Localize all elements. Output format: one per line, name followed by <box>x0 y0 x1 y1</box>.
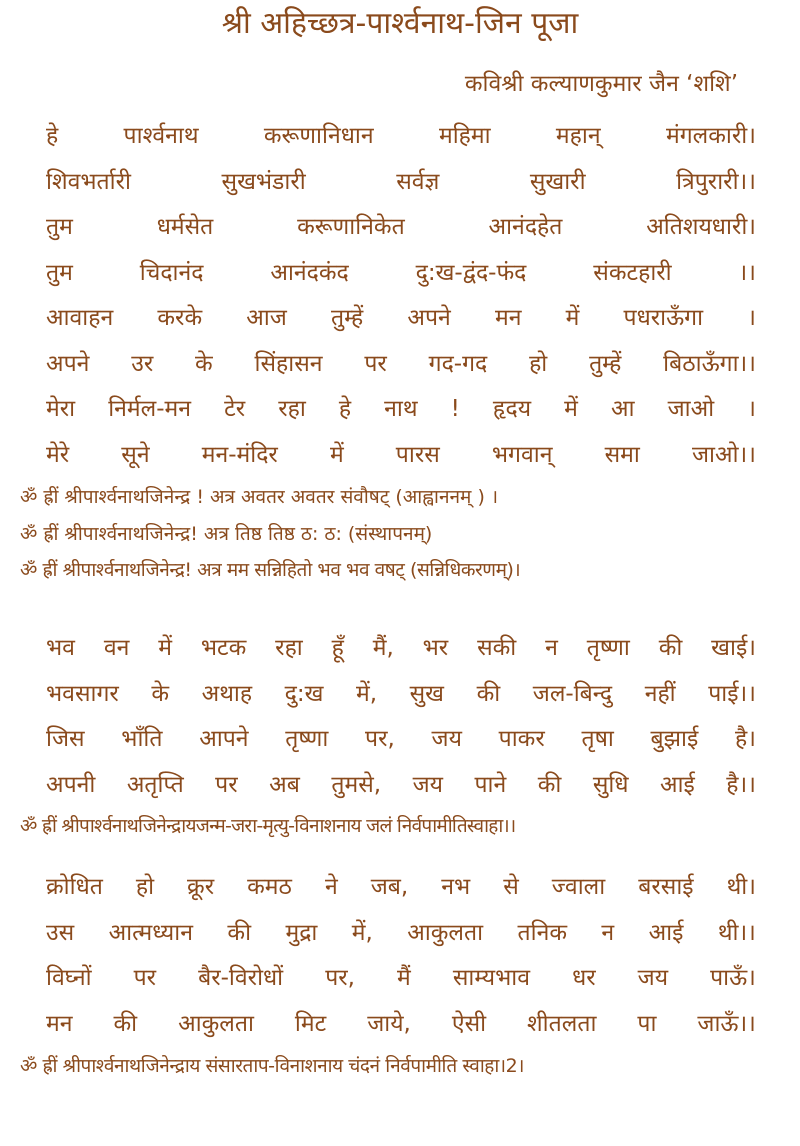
verse-word: ने <box>324 874 338 900</box>
verse-word: हे <box>46 123 59 149</box>
mantra-line: ॐ ह्रीं श्रीपार्श्वनाथजिनेन्द्र ! अत्र अवतर अवतर संवौषट् (आह्वाननम् ) । <box>20 486 499 508</box>
verse-word: जिस <box>46 726 85 752</box>
verse-word: न <box>601 919 615 946</box>
verse-word: पर <box>215 771 238 798</box>
verse-word: से <box>503 874 519 900</box>
verse-word: की <box>537 771 562 798</box>
mantra-line: ॐ ह्रीं श्रीपार्श्वनाथजिनेन्द्र! अत्र तिष्ठ तिष्ठ ठ: ठ: (संस्थापनम्) <box>20 522 433 545</box>
verse-word: अपने <box>46 350 90 377</box>
verse-word: अपनी <box>46 771 96 798</box>
verse-word: तुम्हें <box>330 305 364 331</box>
verse-word: नाथ <box>384 396 418 422</box>
verse-word: जाये, <box>367 1010 411 1037</box>
verse-word: सूने <box>121 441 150 468</box>
verse-word: तृष्णा <box>586 635 630 661</box>
verse-word: तुम <box>46 259 73 286</box>
verse-word: त्रिपुरारी।। <box>676 168 756 195</box>
verse-word: जाऊँ।। <box>697 1010 756 1037</box>
verse-word: बिठाऊँगा।। <box>663 350 756 377</box>
verse-word: पाई।। <box>708 680 756 707</box>
verse-word: रहा <box>278 396 306 422</box>
verse-word: की <box>658 635 683 661</box>
verse-word: दु:ख-द्वंद-फंद <box>415 259 527 286</box>
verse-word: जय <box>637 965 669 991</box>
verse-word: पाने <box>474 771 507 798</box>
verse-word: की <box>227 919 252 946</box>
verse-word: दु:ख <box>284 680 324 707</box>
verse-word: अथाह <box>201 680 253 707</box>
verse-word: आपने <box>199 726 249 752</box>
verse-line <box>46 672 756 718</box>
verse-word: भगवान् <box>491 441 553 468</box>
verse-word: मेरे <box>46 441 70 468</box>
mantra-line: ॐ ह्रीं श्रीपार्श्वनाथजिनेन्द्र! अत्र मम सन्निहितो भव भव वषट् (सन्निधिकरणम्)। <box>20 559 521 581</box>
verse-line <box>46 1002 756 1048</box>
verse-line <box>46 205 756 251</box>
verse-word: आ <box>611 396 635 422</box>
verse-line <box>46 763 756 809</box>
verse-word: जाओ।। <box>691 441 756 468</box>
verse-word: आकुलता <box>407 919 484 946</box>
verse-word: आज <box>246 305 287 331</box>
verse-word: करूणानिधान <box>263 123 374 149</box>
verse-word: पा <box>637 1010 657 1037</box>
verse-word: नहीं <box>644 680 676 707</box>
verse-word: उस <box>46 919 75 946</box>
verse-word: जब, <box>370 874 409 900</box>
verse-word: पार्श्वनाथ <box>123 123 199 149</box>
verse-word: पर, <box>325 965 355 991</box>
verse-word: खाई। <box>711 635 756 661</box>
verse-word: बैर-विरोधों <box>198 965 284 991</box>
verse-line <box>46 717 756 763</box>
verse-word: भाँति <box>121 726 163 752</box>
verse-word: हृदय <box>492 396 532 422</box>
verse-word: बुझाई <box>650 726 699 752</box>
verse-word: मन-मंदिर <box>201 441 278 468</box>
verse-word: पर, <box>365 726 395 752</box>
verse-word: आई <box>648 919 684 946</box>
verse-word: साम्यभाव <box>452 965 531 991</box>
verse-word: संकटहारी <box>593 259 672 286</box>
mantra-block-jal <box>20 808 790 845</box>
verse-word: की <box>476 680 501 707</box>
verse-word: मैं, <box>372 635 394 661</box>
verse-line <box>46 433 756 479</box>
verse-word: बरसाई <box>638 874 694 900</box>
mantra-chandan: ॐ ह्रीं श्रीपार्श्वनाथजिनेन्द्राय संसारताप-विनाशनाय चंदनं निर्वपामीति स्वाहा।2। <box>20 1055 525 1077</box>
mantra-block-invocation <box>20 479 790 589</box>
verse-word: आई <box>659 771 695 798</box>
verse-word: धर <box>572 965 596 991</box>
verse-word: सकी <box>477 635 517 661</box>
author-credit: कविश्री कल्याणकुमार जैन ‘शशि’ <box>464 71 738 97</box>
verse-word: मिट <box>294 1010 327 1037</box>
verse-word: करूणानिकेत <box>297 214 405 240</box>
verse-word: की <box>113 1010 138 1037</box>
verse-word: जाओ <box>667 396 715 422</box>
verse-word: धर्मसेत <box>156 214 214 240</box>
verse-word: क्रूर <box>187 874 215 900</box>
verse-word: आनंदहेत <box>488 214 563 240</box>
verse-word: जय <box>431 726 462 752</box>
verse-word: मन <box>46 1010 73 1037</box>
verse-word: में <box>158 635 173 661</box>
verse-word: अब <box>269 771 300 798</box>
verse-word: हो <box>135 874 155 900</box>
verse-word: हूँ <box>331 635 344 661</box>
verse-line <box>46 865 756 911</box>
verse-word: तृष्णा <box>285 726 329 752</box>
verse-word: सुख <box>409 680 444 707</box>
verse-line <box>46 626 756 672</box>
verse-word: में <box>565 305 580 331</box>
verse-word: तनिक <box>517 919 568 946</box>
mantra-jal: ॐ ह्रीं श्रीपार्श्वनाथजिनेन्द्रायजन्म-जरा-मृत्यु-विनाशनाय जलं निर्वपामीतिस्वाहा।। <box>20 815 516 837</box>
verse-word: जय <box>412 771 443 798</box>
verse-word: रहा <box>275 635 303 661</box>
verse-word: महान् <box>555 123 601 149</box>
verse-word: शिवभर्तारी <box>46 168 131 195</box>
verse-word: में, <box>355 680 378 707</box>
verse-word: पर <box>364 350 387 377</box>
verse-line <box>46 911 756 957</box>
verse-word: क्रोधित <box>46 874 103 900</box>
verse-word: मेरा <box>46 396 76 422</box>
verse-word: पाऊँ। <box>710 965 756 991</box>
verse-line <box>46 342 756 388</box>
verse-word: हे <box>338 396 352 422</box>
verse-word: अपने <box>407 305 451 331</box>
verse-word: मुद्रा <box>285 919 318 946</box>
verse-word: निर्मल-मन <box>108 396 192 422</box>
verse-word: थी।। <box>717 919 756 946</box>
verse-word: सुखारी <box>529 168 586 195</box>
verse-word: कमठ <box>247 874 292 900</box>
verse-line <box>46 160 756 206</box>
verse-word: भव <box>46 635 75 661</box>
verse-word: महिमा <box>438 123 491 149</box>
verse-word: सिंहासन <box>254 350 323 377</box>
verse-word: सर्वज्ञ <box>396 168 440 195</box>
verse-word: शीतलता <box>527 1010 597 1037</box>
verse-word: आकुलता <box>178 1010 254 1037</box>
verse-word: पाकर <box>498 726 545 752</box>
verse-word: के <box>195 350 213 377</box>
verse-word: के <box>151 680 170 707</box>
verse-word: नभ <box>441 874 471 900</box>
verse-word: ! <box>450 396 460 422</box>
verse-word: गद-गद <box>428 350 488 377</box>
verse-word: में, <box>351 919 373 946</box>
mantra-block-chandan <box>20 1048 790 1085</box>
verse-line <box>46 251 756 297</box>
verse-3-chandan <box>46 865 756 1047</box>
verse-word: अतृप्ति <box>126 771 184 798</box>
verse-word: आवाहन <box>46 305 114 331</box>
verse-word: मैं <box>397 965 411 991</box>
verse-word: अतिशयधारी। <box>646 214 756 240</box>
verse-word: ऐसी <box>451 1010 487 1037</box>
verse-word: न <box>545 635 558 661</box>
verse-word: वन <box>103 635 130 661</box>
verse-word: तुम्हें <box>589 350 622 377</box>
verse-word: थी। <box>726 874 756 900</box>
verse-word: आत्मध्यान <box>108 919 193 946</box>
verse-word: में <box>564 396 578 422</box>
verse-word: चिदानंद <box>139 259 204 286</box>
verse-word: तुम <box>46 214 73 240</box>
verse-word: है। <box>735 726 756 752</box>
verse-word: भर <box>422 635 449 661</box>
verse-word: ज्वाला <box>551 874 606 900</box>
verse-word: । <box>747 305 756 331</box>
verse-word: हो <box>529 350 548 377</box>
verse-word: ।। <box>738 259 756 286</box>
verse-word: सुधि <box>592 771 629 798</box>
verse-word: भवसागर <box>46 680 119 707</box>
verse-line <box>46 296 756 342</box>
verse-word: । <box>747 396 756 422</box>
verse-2-jal <box>46 626 756 808</box>
verse-word: आनंदकंद <box>270 259 349 286</box>
verse-word: तुमसे, <box>331 771 382 798</box>
verse-line <box>46 114 756 160</box>
verse-word: समा <box>604 441 640 468</box>
verse-1-invocation <box>46 114 756 478</box>
verse-word: पर <box>133 965 157 991</box>
verse-line <box>46 956 756 1002</box>
verse-word: विघ्नों <box>46 965 92 991</box>
verse-word: पारस <box>395 441 440 468</box>
verse-word: सुखभंडारी <box>221 168 306 195</box>
verse-word: पधराऊँगा <box>623 305 704 331</box>
page-title: श्री अहिच्छत्र-पार्श्वनाथ-जिन पूजा <box>221 6 579 41</box>
verse-word: में <box>329 441 344 468</box>
verse-word: तृषा <box>581 726 614 752</box>
verse-word: जल-बिन्दु <box>532 680 613 707</box>
verse-word: टेर <box>224 396 246 422</box>
verse-word: है।। <box>726 771 756 798</box>
verse-line <box>46 387 756 433</box>
verse-word: मंगलकारी। <box>665 123 756 149</box>
verse-word: भटक <box>200 635 247 661</box>
verse-word: मन <box>494 305 522 331</box>
verse-word: उर <box>131 350 154 377</box>
verse-word: करके <box>157 305 203 331</box>
